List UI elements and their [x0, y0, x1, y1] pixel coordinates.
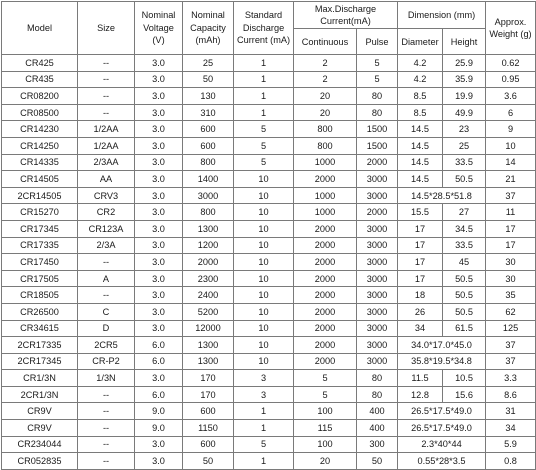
cell-diameter: 4.2 — [398, 55, 443, 72]
cell-dimension: 26.5*17.5*49.0 — [398, 403, 486, 420]
cell-model: CR08200 — [2, 88, 78, 105]
cell-size: CR123A — [78, 220, 135, 237]
header-weight — [486, 2, 536, 55]
header-capacity-line-2: Capacity — [190, 22, 226, 33]
cell-pulse: 1500 — [357, 121, 398, 138]
cell-weight: 62 — [486, 303, 536, 320]
cell-voltage: 3.0 — [135, 121, 183, 138]
header-continuous: Continuous — [294, 29, 357, 55]
cell-standard: 10 — [234, 237, 294, 254]
cell-model: CR1/3N — [2, 370, 78, 387]
table-row — [2, 320, 536, 337]
header-voltage-line-3: (V) — [152, 35, 165, 46]
battery-spec-table — [1, 1, 536, 470]
cell-size: -- — [78, 254, 135, 271]
cell-standard: 10 — [234, 220, 294, 237]
cell-diameter: 14.5 — [398, 121, 443, 138]
table-row — [2, 270, 536, 287]
cell-dimension: 34.0*17.0*45.0 — [398, 337, 486, 354]
cell-diameter: 11.5 — [398, 370, 443, 387]
cell-weight: 0.8 — [486, 453, 536, 470]
cell-diameter: 17 — [398, 270, 443, 287]
cell-continuous: 100 — [294, 403, 357, 420]
cell-standard: 5 — [234, 154, 294, 171]
cell-diameter: 17 — [398, 254, 443, 271]
cell-continuous: 800 — [294, 137, 357, 154]
cell-weight: 31 — [486, 403, 536, 420]
cell-standard: 10 — [234, 303, 294, 320]
table-row — [2, 254, 536, 271]
cell-size: -- — [78, 436, 135, 453]
cell-height: 19.9 — [443, 88, 486, 105]
cell-standard: 5 — [234, 121, 294, 138]
cell-standard: 10 — [234, 337, 294, 354]
header-capacity-line-1: Nominal — [191, 10, 225, 21]
cell-voltage: 3.0 — [135, 104, 183, 121]
cell-pulse: 2000 — [357, 204, 398, 221]
cell-diameter: 15.5 — [398, 204, 443, 221]
cell-size: -- — [78, 55, 135, 72]
cell-continuous: 2000 — [294, 353, 357, 370]
cell-height: 50.5 — [443, 303, 486, 320]
table-row — [2, 187, 536, 204]
cell-size: 2/3AA — [78, 154, 135, 171]
table-body — [2, 55, 536, 470]
cell-continuous: 1000 — [294, 204, 357, 221]
header-weight-line-2: Weight (g) — [489, 29, 532, 39]
cell-size: -- — [78, 88, 135, 105]
header-max-discharge-line-1: Max.Discharge — [314, 3, 377, 14]
cell-standard: 10 — [234, 171, 294, 188]
cell-size: CRV3 — [78, 187, 135, 204]
cell-continuous: 20 — [294, 453, 357, 470]
cell-weight: 30 — [486, 254, 536, 271]
cell-dimension: 0.55*28*3.5 — [398, 453, 486, 470]
cell-standard: 1 — [234, 403, 294, 420]
cell-model: CR9V — [2, 420, 78, 437]
cell-weight: 125 — [486, 320, 536, 337]
cell-model: CR052835 — [2, 453, 78, 470]
cell-model: CR18505 — [2, 287, 78, 304]
cell-capacity: 12000 — [183, 320, 234, 337]
cell-model: CR14505 — [2, 171, 78, 188]
cell-height: 33.5 — [443, 237, 486, 254]
table-row — [2, 436, 536, 453]
table-row — [2, 204, 536, 221]
cell-model: CR234044 — [2, 436, 78, 453]
cell-pulse: 3000 — [357, 303, 398, 320]
header-standard-line-1: Standard — [244, 10, 283, 21]
header-model: Model — [2, 2, 78, 55]
table-row — [2, 403, 536, 420]
cell-voltage: 3.0 — [135, 220, 183, 237]
cell-diameter: 14.5 — [398, 154, 443, 171]
cell-weight: 37 — [486, 337, 536, 354]
header-voltage-line-2: Voltage — [143, 22, 174, 33]
cell-voltage: 3.0 — [135, 436, 183, 453]
table-row — [2, 171, 536, 188]
cell-height: 49.9 — [443, 104, 486, 121]
cell-continuous: 115 — [294, 420, 357, 437]
cell-capacity: 600 — [183, 436, 234, 453]
cell-standard: 10 — [234, 287, 294, 304]
cell-weight: 8.6 — [486, 386, 536, 403]
cell-model: CR08500 — [2, 104, 78, 121]
header-height: Height — [443, 29, 486, 55]
cell-model: CR14230 — [2, 121, 78, 138]
cell-voltage: 3.0 — [135, 171, 183, 188]
cell-standard: 10 — [234, 254, 294, 271]
cell-size: -- — [78, 71, 135, 88]
cell-capacity: 170 — [183, 386, 234, 403]
cell-continuous: 5 — [294, 370, 357, 387]
cell-pulse: 400 — [357, 420, 398, 437]
header-max-discharge — [294, 2, 398, 29]
header-size: Size — [78, 2, 135, 55]
cell-size: 1/2AA — [78, 121, 135, 138]
cell-capacity: 2400 — [183, 287, 234, 304]
cell-capacity: 600 — [183, 137, 234, 154]
cell-diameter: 14.5 — [398, 171, 443, 188]
cell-voltage: 3.0 — [135, 370, 183, 387]
cell-model: CR17505 — [2, 270, 78, 287]
cell-size: AA — [78, 171, 135, 188]
cell-model: CR34615 — [2, 320, 78, 337]
cell-weight: 37 — [486, 187, 536, 204]
cell-weight: 37 — [486, 353, 536, 370]
cell-voltage: 6.0 — [135, 386, 183, 403]
cell-capacity: 130 — [183, 88, 234, 105]
cell-weight: 21 — [486, 171, 536, 188]
cell-weight: 35 — [486, 287, 536, 304]
cell-voltage: 6.0 — [135, 353, 183, 370]
header-weight-line-1: Approx. — [494, 16, 527, 27]
cell-weight: 17 — [486, 220, 536, 237]
cell-voltage: 3.0 — [135, 187, 183, 204]
table-row — [2, 353, 536, 370]
cell-voltage: 9.0 — [135, 420, 183, 437]
cell-continuous: 1000 — [294, 154, 357, 171]
table-row — [2, 137, 536, 154]
cell-height: 25.9 — [443, 55, 486, 72]
cell-weight: 3.3 — [486, 370, 536, 387]
cell-pulse: 3000 — [357, 353, 398, 370]
cell-diameter: 26 — [398, 303, 443, 320]
header-voltage-line-1: Nominal — [141, 10, 176, 21]
cell-dimension: 26.5*17.5*49.0 — [398, 420, 486, 437]
cell-dimension: 2.3*40*44 — [398, 436, 486, 453]
cell-voltage: 3.0 — [135, 270, 183, 287]
cell-voltage: 9.0 — [135, 403, 183, 420]
cell-voltage: 3.0 — [135, 137, 183, 154]
cell-height: 50.5 — [443, 270, 486, 287]
table-row — [2, 71, 536, 88]
cell-size: 2CR5 — [78, 337, 135, 354]
cell-model: CR17345 — [2, 220, 78, 237]
cell-height: 10.5 — [443, 370, 486, 387]
cell-continuous: 2000 — [294, 171, 357, 188]
cell-voltage: 3.0 — [135, 287, 183, 304]
cell-model: 2CR1/3N — [2, 386, 78, 403]
cell-size: D — [78, 320, 135, 337]
cell-pulse: 2000 — [357, 154, 398, 171]
header-max-discharge-line-2: Current(mA) — [320, 16, 371, 26]
cell-dimension: 14.5*28.5*51.8 — [398, 187, 486, 204]
cell-model: CR435 — [2, 71, 78, 88]
cell-pulse: 3000 — [357, 320, 398, 337]
table-row — [2, 287, 536, 304]
cell-size: CR-P2 — [78, 353, 135, 370]
cell-capacity: 800 — [183, 204, 234, 221]
cell-continuous: 2000 — [294, 220, 357, 237]
cell-voltage: 3.0 — [135, 320, 183, 337]
cell-voltage: 6.0 — [135, 337, 183, 354]
cell-voltage: 3.0 — [135, 55, 183, 72]
cell-capacity: 25 — [183, 55, 234, 72]
cell-pulse: 80 — [357, 88, 398, 105]
cell-height: 50.5 — [443, 171, 486, 188]
cell-pulse: 3000 — [357, 220, 398, 237]
table-row — [2, 370, 536, 387]
cell-continuous: 2 — [294, 71, 357, 88]
cell-weight: 30 — [486, 270, 536, 287]
cell-standard: 5 — [234, 137, 294, 154]
cell-model: 2CR17345 — [2, 353, 78, 370]
cell-voltage: 3.0 — [135, 204, 183, 221]
table-header — [2, 2, 536, 55]
cell-diameter: 17 — [398, 237, 443, 254]
cell-continuous: 2000 — [294, 237, 357, 254]
cell-pulse: 3000 — [357, 337, 398, 354]
cell-capacity: 600 — [183, 403, 234, 420]
cell-size: A — [78, 270, 135, 287]
cell-size: CR2 — [78, 204, 135, 221]
cell-capacity: 1150 — [183, 420, 234, 437]
cell-pulse: 400 — [357, 403, 398, 420]
table-row — [2, 337, 536, 354]
cell-continuous: 800 — [294, 121, 357, 138]
cell-diameter: 14.5 — [398, 137, 443, 154]
cell-voltage: 3.0 — [135, 453, 183, 470]
cell-voltage: 3.0 — [135, 303, 183, 320]
cell-pulse: 3000 — [357, 171, 398, 188]
cell-capacity: 1300 — [183, 337, 234, 354]
table-row — [2, 386, 536, 403]
header-capacity — [183, 2, 234, 55]
cell-continuous: 2000 — [294, 303, 357, 320]
cell-standard: 1 — [234, 420, 294, 437]
cell-capacity: 310 — [183, 104, 234, 121]
cell-diameter: 8.5 — [398, 88, 443, 105]
cell-height: 35.9 — [443, 71, 486, 88]
table-row — [2, 220, 536, 237]
cell-weight: 0.95 — [486, 71, 536, 88]
cell-capacity: 2000 — [183, 254, 234, 271]
cell-voltage: 3.0 — [135, 71, 183, 88]
cell-diameter: 18 — [398, 287, 443, 304]
cell-model: 2CR14505 — [2, 187, 78, 204]
cell-standard: 1 — [234, 71, 294, 88]
cell-capacity: 1300 — [183, 353, 234, 370]
table-row — [2, 121, 536, 138]
cell-height: 27 — [443, 204, 486, 221]
cell-height: 23 — [443, 121, 486, 138]
cell-weight: 3.6 — [486, 88, 536, 105]
cell-standard: 3 — [234, 370, 294, 387]
header-standard-line-3: Current (mA) — [236, 35, 291, 46]
cell-capacity: 1300 — [183, 220, 234, 237]
cell-model: 2CR17335 — [2, 337, 78, 354]
cell-height: 50.5 — [443, 287, 486, 304]
cell-model: CR14335 — [2, 154, 78, 171]
cell-standard: 10 — [234, 270, 294, 287]
cell-capacity: 1200 — [183, 237, 234, 254]
cell-model: CR17450 — [2, 254, 78, 271]
cell-pulse: 80 — [357, 370, 398, 387]
cell-voltage: 3.0 — [135, 237, 183, 254]
cell-pulse: 80 — [357, 104, 398, 121]
cell-pulse: 5 — [357, 71, 398, 88]
cell-weight: 5.9 — [486, 436, 536, 453]
cell-capacity: 1400 — [183, 171, 234, 188]
cell-continuous: 2000 — [294, 287, 357, 304]
cell-diameter: 17 — [398, 220, 443, 237]
cell-capacity: 3000 — [183, 187, 234, 204]
table-row — [2, 154, 536, 171]
cell-pulse: 5 — [357, 55, 398, 72]
cell-diameter: 4.2 — [398, 71, 443, 88]
cell-model: CR425 — [2, 55, 78, 72]
cell-continuous: 1000 — [294, 187, 357, 204]
cell-diameter: 34 — [398, 320, 443, 337]
cell-capacity: 2300 — [183, 270, 234, 287]
cell-diameter: 12.8 — [398, 386, 443, 403]
cell-standard: 3 — [234, 386, 294, 403]
table-row — [2, 420, 536, 437]
cell-weight: 17 — [486, 237, 536, 254]
cell-height: 25 — [443, 137, 486, 154]
header-dimension: Dimension (mm) — [398, 2, 486, 29]
cell-capacity: 5200 — [183, 303, 234, 320]
cell-capacity: 50 — [183, 71, 234, 88]
table-row — [2, 303, 536, 320]
cell-model: CR26500 — [2, 303, 78, 320]
cell-height: 15.6 — [443, 386, 486, 403]
cell-capacity: 50 — [183, 453, 234, 470]
cell-weight: 14 — [486, 154, 536, 171]
cell-size: -- — [78, 453, 135, 470]
cell-dimension: 35.8*19.5*34.8 — [398, 353, 486, 370]
cell-model: CR9V — [2, 403, 78, 420]
cell-model: CR15270 — [2, 204, 78, 221]
cell-pulse: 3000 — [357, 237, 398, 254]
cell-standard: 10 — [234, 187, 294, 204]
cell-standard: 5 — [234, 436, 294, 453]
table-row — [2, 88, 536, 105]
cell-standard: 10 — [234, 353, 294, 370]
header-standard-line-2: Discharge — [242, 22, 285, 33]
table-row — [2, 237, 536, 254]
cell-continuous: 100 — [294, 436, 357, 453]
cell-continuous: 2000 — [294, 320, 357, 337]
cell-standard: 10 — [234, 320, 294, 337]
battery-spec-table-container — [1, 1, 532, 467]
table-row — [2, 55, 536, 72]
cell-size: -- — [78, 104, 135, 121]
cell-pulse: 3000 — [357, 254, 398, 271]
cell-size: -- — [78, 420, 135, 437]
cell-voltage: 3.0 — [135, 88, 183, 105]
cell-model: CR17335 — [2, 237, 78, 254]
cell-pulse: 3000 — [357, 187, 398, 204]
cell-weight: 0.62 — [486, 55, 536, 72]
cell-pulse: 300 — [357, 436, 398, 453]
cell-model: CR14250 — [2, 137, 78, 154]
cell-size: 2/3A — [78, 237, 135, 254]
cell-continuous: 2000 — [294, 337, 357, 354]
cell-capacity: 600 — [183, 121, 234, 138]
cell-size: -- — [78, 386, 135, 403]
cell-weight: 9 — [486, 121, 536, 138]
cell-pulse: 1500 — [357, 137, 398, 154]
cell-standard: 1 — [234, 453, 294, 470]
header-pulse: Pulse — [357, 29, 398, 55]
cell-capacity: 800 — [183, 154, 234, 171]
cell-diameter: 8.5 — [398, 104, 443, 121]
cell-height: 34.5 — [443, 220, 486, 237]
table-row — [2, 104, 536, 121]
cell-weight: 34 — [486, 420, 536, 437]
cell-height: 45 — [443, 254, 486, 271]
cell-capacity: 170 — [183, 370, 234, 387]
cell-size: -- — [78, 403, 135, 420]
cell-standard: 1 — [234, 104, 294, 121]
cell-standard: 1 — [234, 88, 294, 105]
cell-weight: 11 — [486, 204, 536, 221]
cell-pulse: 50 — [357, 453, 398, 470]
cell-pulse: 3000 — [357, 270, 398, 287]
cell-size: -- — [78, 287, 135, 304]
cell-weight: 10 — [486, 137, 536, 154]
cell-size: 1/3N — [78, 370, 135, 387]
cell-continuous: 2000 — [294, 270, 357, 287]
cell-height: 61.5 — [443, 320, 486, 337]
cell-weight: 6 — [486, 104, 536, 121]
cell-voltage: 3.0 — [135, 254, 183, 271]
cell-pulse: 80 — [357, 386, 398, 403]
cell-size: 1/2AA — [78, 137, 135, 154]
cell-size: C — [78, 303, 135, 320]
cell-standard: 1 — [234, 55, 294, 72]
cell-standard: 10 — [234, 204, 294, 221]
header-capacity-line-3: (mAh) — [195, 35, 221, 46]
cell-pulse: 3000 — [357, 287, 398, 304]
cell-continuous: 20 — [294, 104, 357, 121]
cell-continuous: 2000 — [294, 254, 357, 271]
header-standard-discharge — [234, 2, 294, 55]
header-voltage — [135, 2, 183, 55]
cell-voltage: 3.0 — [135, 154, 183, 171]
header-diameter: Diameter — [398, 29, 443, 55]
cell-continuous: 20 — [294, 88, 357, 105]
cell-continuous: 5 — [294, 386, 357, 403]
cell-height: 33.5 — [443, 154, 486, 171]
table-row — [2, 453, 536, 470]
cell-continuous: 2 — [294, 55, 357, 72]
